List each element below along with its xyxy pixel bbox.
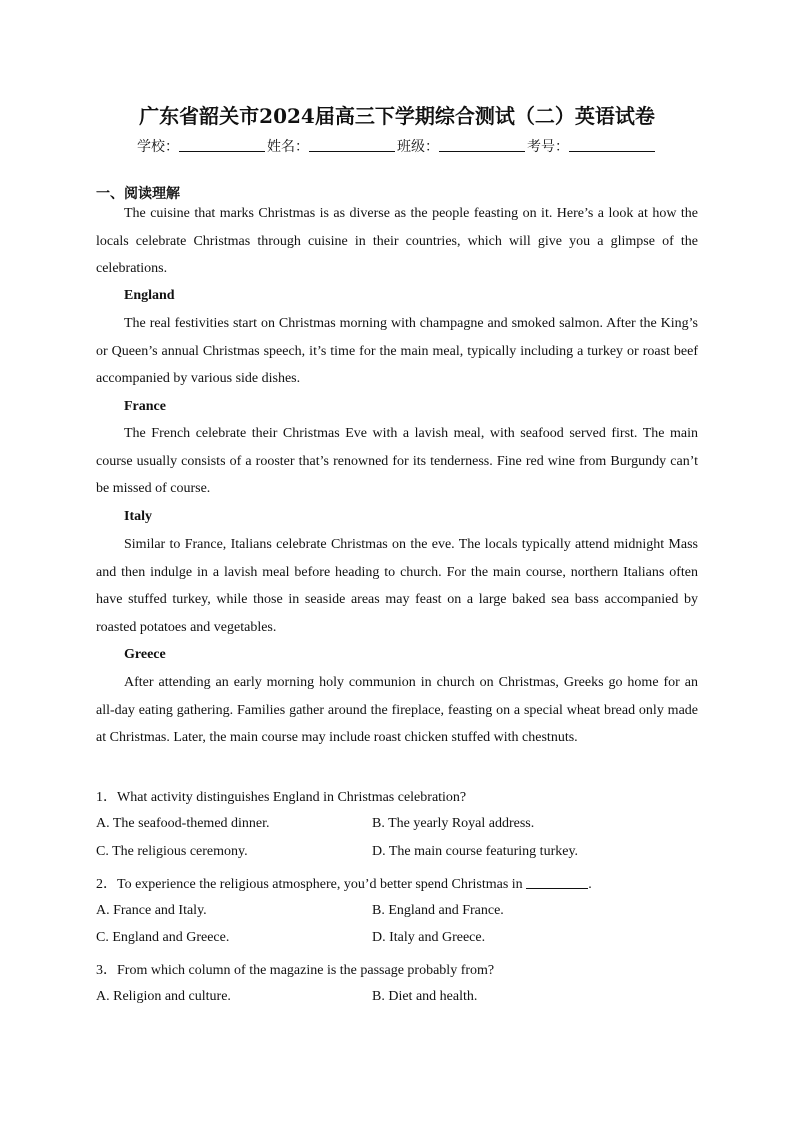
class-label: 班级： <box>397 139 439 155</box>
passage-greece: After attending an early morning holy communion in church on Christmas, Greeks go home for an all-day eating gathering. Families gather around the fireplace, feasting on a special wheat bread only made at Christmas. Later, the main course may include roast chicken stuffed with chestnuts. <box>96 675 698 746</box>
number-blank <box>569 139 655 152</box>
name-label: 姓名： <box>267 139 309 155</box>
question-2-option-d[interactable]: D. Italy and Greece. <box>372 930 486 945</box>
heading-france: France <box>124 399 166 414</box>
class-blank <box>439 139 525 152</box>
question-1-option-d[interactable]: D. The main course featuring turkey. <box>372 844 579 859</box>
question-1-option-c[interactable]: C. The religious ceremony. <box>96 844 248 859</box>
passage-intro: The cuisine that marks Christmas is as diverse as the people feasting on it. Here’s a look at how the locals celebrate Christmas through cuisine in their countries, which will give you a glimpse of the celebrations. <box>96 206 698 277</box>
question-1-option-b[interactable]: B. The yearly Royal address. <box>372 816 535 831</box>
question-3-option-a[interactable]: A. Religion and culture. <box>96 989 231 1004</box>
passage-italy: Similar to France, Italians celebrate Christmas on the eve. The locals typically attend midnight Mass and then indulge in a lavish meal before heading to church. For the main course, northern Italians often have stuffed turkey, while those in seaside areas may feast on a large baked sea bass accompanied by roasted potatoes and vegetables. <box>96 537 698 636</box>
question-1-option-a[interactable]: A. The seafood-themed dinner. <box>96 816 270 831</box>
question-1-stem: 1．What activity distinguishes England in Christmas celebration? <box>96 790 467 805</box>
student-info-row <box>0 136 794 156</box>
question-2-option-c[interactable]: C. England and Greece. <box>96 930 230 945</box>
question-2-answer-blank <box>526 876 588 889</box>
question-3-option-b[interactable]: B. Diet and health. <box>372 989 478 1004</box>
heading-england: England <box>124 288 175 303</box>
passage-france: The French celebrate their Christmas Eve with a lavish meal, with seafood served first. The main course usually consists of a rooster that’s renowned for its tenderness. Fine red wine from Burgundy can’t be missed of course. <box>96 426 698 497</box>
page-title: 广东省韶关市2024届高三下学期综合测试（二）英语试卷 <box>139 104 655 128</box>
heading-italy: Italy <box>124 509 152 524</box>
question-2-option-a[interactable]: A. France and Italy. <box>96 903 207 918</box>
question-2-stem-row <box>96 873 592 893</box>
name-blank <box>309 139 395 152</box>
number-label: 考号： <box>527 139 569 155</box>
heading-greece: Greece <box>124 647 166 662</box>
question-2-end: . <box>588 877 592 892</box>
question-3-stem: 3．From which column of the magazine is the passage probably from? <box>96 963 495 978</box>
school-label: 学校： <box>137 139 179 155</box>
passage-england: The real festivities start on Christmas morning with champagne and smoked salmon. After the King’s or Queen’s annual Christmas speech, it’s time for the main meal, typically including a turkey or roast beef accompanied by various side dishes. <box>96 316 698 387</box>
question-2-option-b[interactable]: B. England and France. <box>372 903 504 918</box>
question-2-stem: 2．To experience the religious atmosphere, you’d better spend Christmas in <box>96 877 523 892</box>
section-title: 一、阅读理解 <box>96 186 180 202</box>
school-blank <box>179 139 265 152</box>
